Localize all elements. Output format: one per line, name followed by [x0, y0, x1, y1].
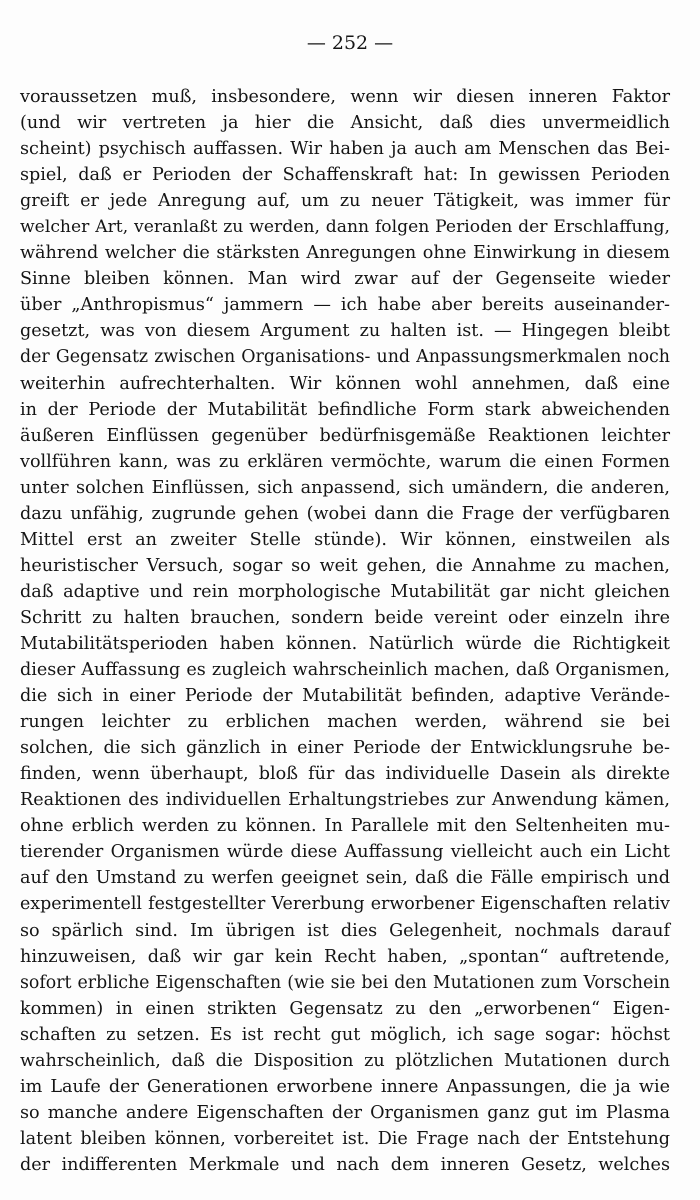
text-line: im Laufe der Generationen erworbene innere Anpassungen, die ja wie	[20, 1076, 670, 1097]
text-line: greift er jede Anregung auf, um zu neuer Tätigkeit, was immer für	[20, 191, 670, 212]
text-line: vollführen kann, was zu erklären vermöchte, warum die einen Formen	[20, 451, 670, 472]
text-line: solchen, die sich gänzlich in einer Periode der Entwicklungsruhe be-	[20, 738, 670, 759]
text-line: Schritt zu halten brauchen, sondern beide vereint oder einzeln ihre	[20, 607, 670, 628]
text-line: Reaktionen des individuellen Erhaltungstriebes zur Anwendung kämen,	[20, 790, 670, 811]
text-line: sofort erbliche Eigenschaften (wie sie bei den Mutationen zum Vorschein	[20, 972, 670, 993]
text-line: heuristischer Versuch, sogar so weit gehen, die Annahme zu machen,	[20, 555, 670, 576]
text-line: Sinne bleiben können. Man wird zwar auf der Gegenseite wieder	[20, 269, 670, 290]
text-line: unter solchen Einflüssen, sich anpassend, sich umändern, die anderen,	[20, 477, 670, 498]
text-line: der Gegensatz zwischen Organisations- und Anpassungsmerkmalen noch	[20, 347, 670, 368]
text-line: Mutabilitätsperioden haben können. Natürlich würde die Richtigkeit	[20, 633, 670, 654]
text-line: scheint) psychisch auffassen. Wir haben ja auch am Menschen das Bei-	[20, 139, 670, 160]
text-line: (und wir vertreten ja hier die Ansicht, daß dies unvermeidlich	[20, 113, 670, 134]
text-line: tierender Organismen würde diese Auffassung vielleicht auch ein Licht	[20, 842, 670, 863]
text-line: so spärlich sind. Im übrigen ist dies Gelegenheit, nochmals darauf	[20, 920, 670, 941]
text-line: rungen leichter zu erblichen machen werden, während sie bei	[20, 712, 670, 733]
text-line: gesetzt, was von diesem Argument zu halten ist. — Hingegen bleibt	[20, 321, 670, 342]
text-line: der indifferenten Merkmale und nach dem inneren Gesetz, welches	[20, 1154, 670, 1175]
text-line: so manche andere Eigenschaften der Organismen ganz gut im Plasma	[20, 1102, 670, 1123]
text-line: finden, wenn überhaupt, bloß für das individuelle Dasein als direkte	[20, 764, 670, 785]
text-line: weiterhin aufrechterhalten. Wir können wohl annehmen, daß eine	[20, 373, 670, 394]
text-line: latent bleiben können, vorbereitet ist. Die Frage nach der Entstehung	[20, 1128, 670, 1149]
page-number: — 252 —	[306, 32, 394, 54]
text-line: schaften zu setzen. Es ist recht gut möglich, ich sage sogar: höchst	[20, 1024, 670, 1045]
text-line: welcher Art, veranlaßt zu werden, dann folgen Perioden der Erschlaffung,	[20, 217, 670, 238]
text-line: dazu unfähig, zugrunde gehen (wobei dann die Frage der verfügbaren	[20, 503, 670, 524]
text-line: wahrscheinlich, daß die Disposition zu plötzlichen Mutationen durch	[20, 1050, 670, 1071]
text-line: dieser Auffassung es zugleich wahrscheinlich machen, daß Organismen,	[20, 660, 670, 681]
text-line: auf den Umstand zu werfen geeignet sein, daß die Fälle empirisch und	[20, 868, 670, 889]
body-text	[20, 84, 670, 1178]
text-line: experimentell festgestellter Vererbung erworbener Eigenschaften relativ	[20, 894, 670, 915]
text-line: spiel, daß er Perioden der Schaffenskraft hat: In gewissen Perioden	[20, 165, 670, 186]
text-line: voraussetzen muß, insbesondere, wenn wir diesen inneren Faktor	[20, 87, 670, 107]
text-line: daß adaptive und rein morphologische Mutabilität gar nicht gleichen	[20, 581, 670, 602]
text-line: äußeren Einflüssen gegenüber bedürfnisgemäße Reaktionen leichter	[20, 425, 670, 446]
text-line: Mittel erst an zweiter Stelle stünde). Wir können, einstweilen als	[20, 529, 670, 550]
text-line: über „Anthropismus“ jammern — ich habe aber bereits auseinander-	[20, 295, 670, 316]
text-line: hinzuweisen, daß wir gar kein Recht haben, „spontan“ auftretende,	[20, 946, 670, 967]
text-line: während welcher die stärksten Anregungen ohne Einwirkung in diesem	[20, 243, 670, 264]
text-line: ohne erblich werden zu können. In Parallele mit den Seltenheiten mu-	[20, 816, 670, 837]
text-line: in der Periode der Mutabilität befindliche Form stark abweichenden	[20, 399, 670, 420]
text-line: die sich in einer Periode der Mutabilität befinden, adaptive Verände-	[20, 686, 670, 707]
text-line: kommen) in einen strikten Gegensatz zu den „erworbenen“ Eigen-	[20, 998, 670, 1019]
